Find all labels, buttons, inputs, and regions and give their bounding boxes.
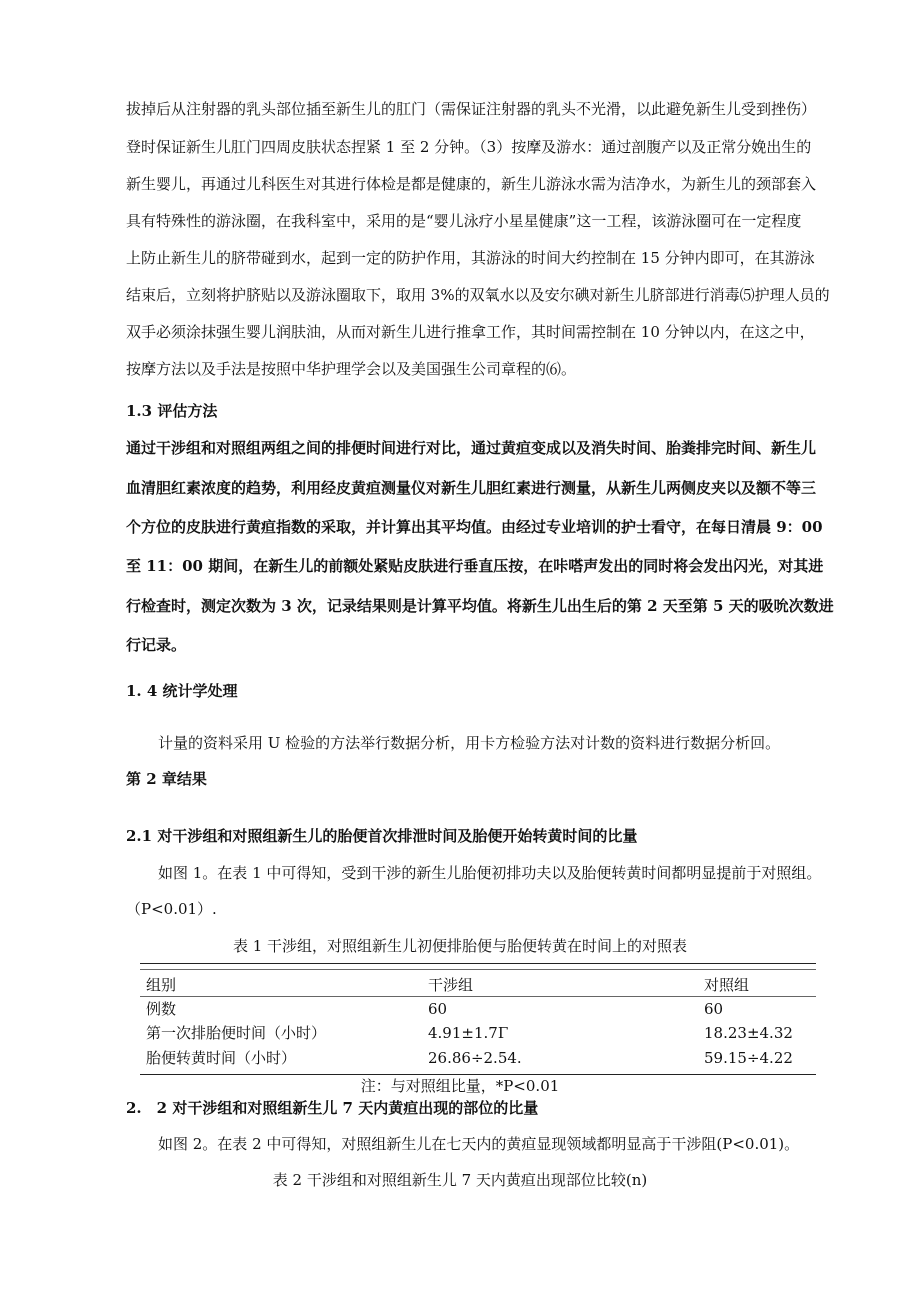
paragraph-1-line-7: 双手必须涂抹强生婴儿润肤油，从而对新生儿进行推拿工作，其时间需控制在 10 分钟以内，在这之中， bbox=[126, 323, 815, 341]
paragraph-1-3-line-2: 血清胆红素浓度的趋势，利用经皮黄疸测量仪对新生儿胆红素进行测量，从新生儿两侧皮夹以及额不等三 bbox=[126, 479, 817, 497]
table-1-bottom-rule bbox=[140, 1074, 816, 1075]
paragraph-2-1-line-2: （P<0.01）. bbox=[126, 900, 217, 918]
paragraph-1-3-line-3: 个方位的皮肤进行黄疸指数的采取，并计算出其平均值。由经过专业培训的护士看守，在每日清晨 9：00 bbox=[126, 518, 823, 536]
table-1-header-control: 对照组 bbox=[704, 976, 750, 994]
paragraph-1-line-1: 拔掉后从注射器的乳头部位插至新生儿的肛门（需保证注射器的乳头不光滑，以此避免新生儿受到挫伤） bbox=[126, 100, 817, 118]
table-1-header-rule bbox=[140, 969, 816, 970]
table-1-header-intervention: 干涉组 bbox=[428, 976, 474, 994]
table-1-row-3-label: 胎便转黄时间（小时） bbox=[146, 1049, 297, 1067]
table-2-caption: 表 2 干涉组和对照组新生儿 7 天内黄疸出现部位比较(n) bbox=[272, 1171, 648, 1189]
paragraph-1-line-2: 登时保证新生儿肛门四周皮肤状态捏紧 1 至 2 分钟。（3）按摩及游水：通过剖腹产以及正常分娩出生的 bbox=[126, 138, 812, 156]
table-1-row-1-intervention: 60 bbox=[428, 1000, 448, 1018]
table-1-row-3-intervention: 26.86÷2.54. bbox=[428, 1049, 522, 1067]
section-1-3-heading: 1.3 评估方法 bbox=[126, 402, 218, 420]
paragraph-2-1-line-1: 如图 1。在表 1 中可得知，受到干涉的新生儿胎便初排功夫以及胎便转黄时间都明显提前于对照组。 bbox=[158, 864, 822, 882]
paragraph-1-3-line-5: 行检查时，测定次数为 3 次，记录结果则是计算平均值。将新生儿出生后的第 2 天至第 5 天的吸吮次数进 bbox=[126, 597, 834, 615]
paragraph-2-2: 如图 2。在表 2 中可得知，对照组新生儿在七天内的黄疸显现领域都明显高于干涉阻(P<0.01)。 bbox=[158, 1135, 800, 1153]
table-1-row-1-control: 60 bbox=[704, 1000, 724, 1018]
table-1-row-2-intervention: 4.91±1.7Γ bbox=[428, 1024, 509, 1042]
paragraph-1-3-line-6: 行记录。 bbox=[126, 636, 187, 654]
table-1-row-2-control: 18.23±4.32 bbox=[704, 1024, 793, 1042]
table-1-caption: 表 1 干涉组，对照组新生儿初便排胎便与胎便转黄在时间上的对照表 bbox=[232, 937, 688, 955]
paragraph-1-4: 计量的资料采用 U 检验的方法举行数据分析，用卡方检验方法对计数的资料进行数据分析回。 bbox=[158, 734, 781, 752]
paragraph-1-line-5: 上防止新生儿的脐带碰到水，起到一定的防护作用，其游泳的时间大约控制在 15 分钟内即可，在其游泳 bbox=[126, 249, 815, 267]
paragraph-1-3-line-4: 至 11：00 期间，在新生儿的前额处紧贴皮肤进行垂直压按，在咔嗒声发出的同时将会发出闪光，对其进 bbox=[126, 557, 824, 575]
section-2-1-heading: 2.1 对干涉组和对照组新生儿的胎便首次排泄时间及胎便开始转黄时间的比量 bbox=[126, 827, 638, 845]
table-1-row-1-label: 例数 bbox=[146, 1000, 177, 1018]
paragraph-1-line-6: 结束后，立刻将护脐贴以及游泳圈取下，取用 3%的双氧水以及安尔碘对新生儿脐部进行消毒⑸护理人员的 bbox=[126, 286, 830, 304]
table-1-note: 注：与对照组比量，*P<0.01 bbox=[360, 1077, 560, 1095]
table-1-header-group: 组别 bbox=[146, 976, 177, 994]
paragraph-1-3-line-1: 通过干涉组和对照组两组之间的排便时间进行对比，通过黄疸变成以及消失时间、胎粪排完时间、新生儿 bbox=[126, 439, 817, 457]
paragraph-1-line-4: 具有特殊性的游泳圈，在我科室中，采用的是“婴儿泳疗小星星健康”这一工程，该游泳圈可在一定程度 bbox=[126, 212, 802, 230]
table-1-top-rule bbox=[140, 963, 816, 964]
section-2-2-heading: 2. 2 对干涉组和对照组新生儿 7 天内黄疸出现的部位的比量 bbox=[126, 1099, 539, 1117]
table-1-row-3-control: 59.15÷4.22 bbox=[704, 1049, 793, 1067]
paragraph-1-line-8: 按摩方法以及手法是按照中华护理学会以及美国强生公司章程的⑹。 bbox=[126, 360, 577, 378]
chapter-2-heading: 第 2 章结果 bbox=[126, 770, 207, 788]
section-1-4-heading: 1. 4 统计学处理 bbox=[126, 682, 238, 700]
table-1-row-2-label: 第一次排胎便时间（小时） bbox=[146, 1024, 327, 1042]
table-1-subheader-rule bbox=[140, 996, 816, 997]
paragraph-1-line-3: 新生婴儿，再通过儿科医生对其进行体检是都是健康的，新生儿游泳水需为洁净水，为新生儿的颈部套入 bbox=[126, 175, 817, 193]
